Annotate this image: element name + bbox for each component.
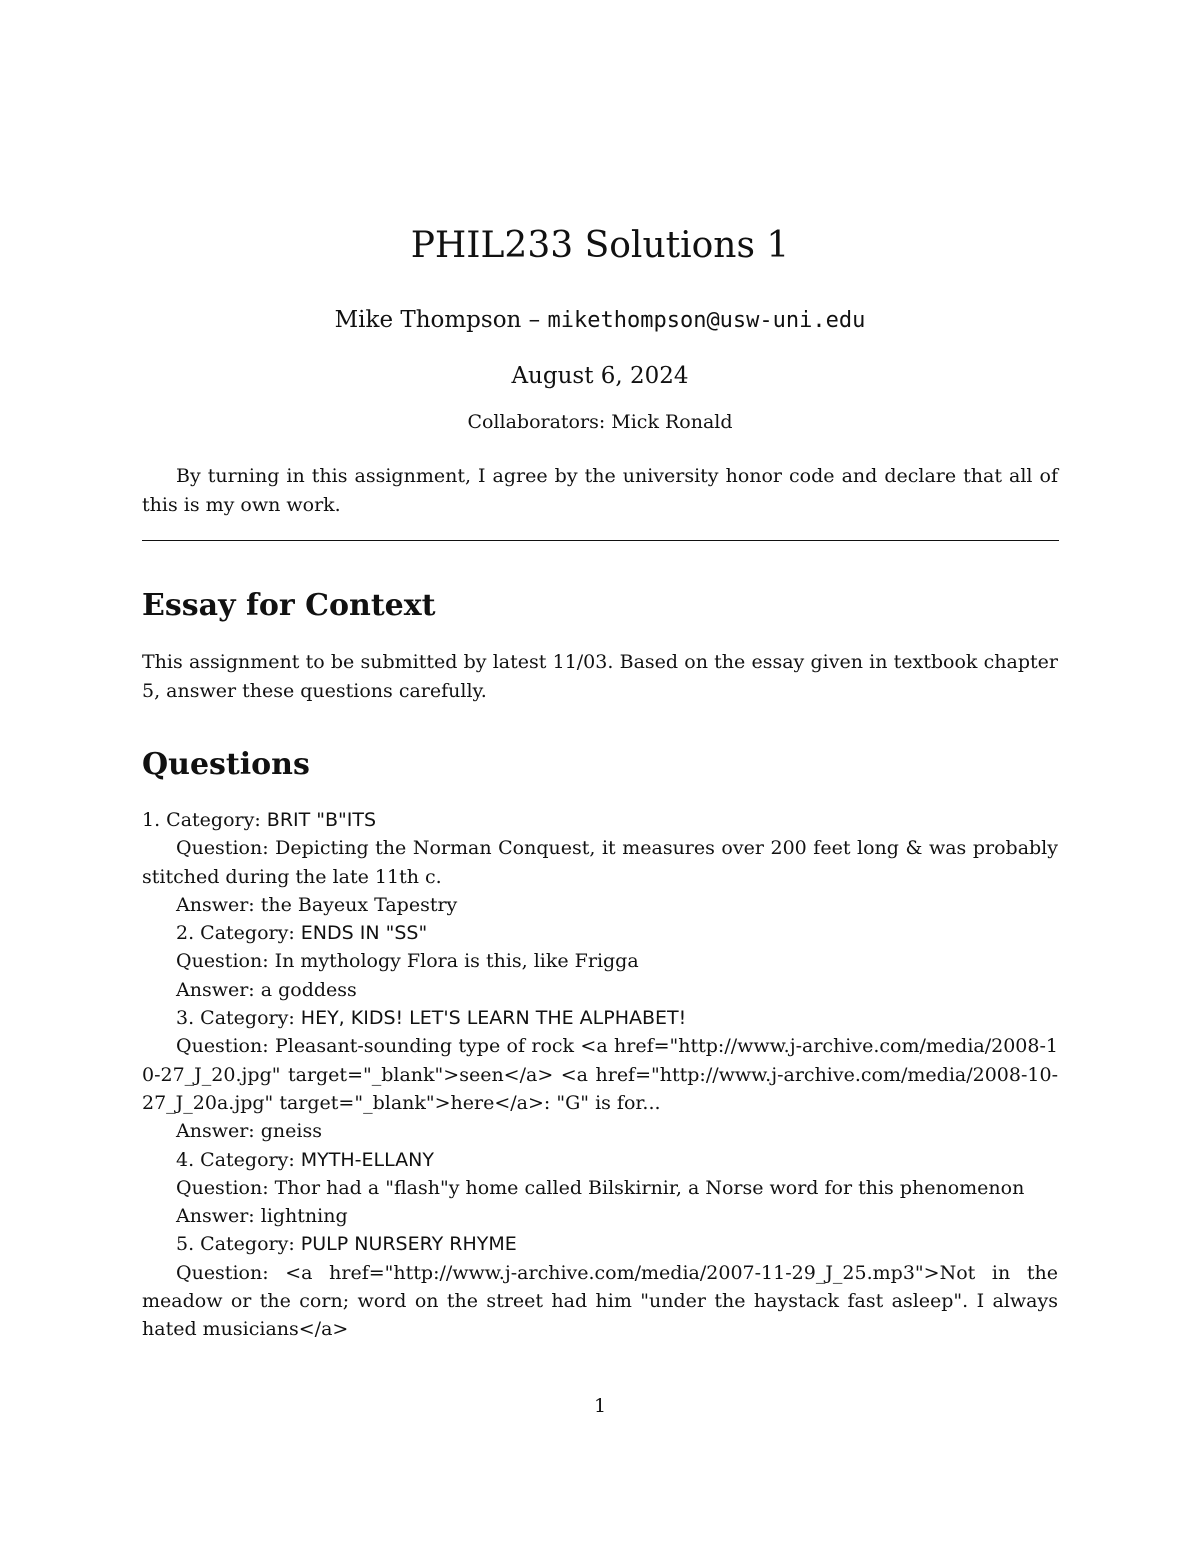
question-category-line xyxy=(142,919,1058,947)
category-prefix: 5. Category: xyxy=(176,1233,301,1256)
question-text: Question: Pleasant-sounding type of rock <a href="http://www.j-archive.com/media/2008-10-27_J_20.jpg" target="_blank">seen</a> <a href="http://www.j-archive.com/media/2008-10-27_J_20a.jpg" target="_blank">here</a>: "G" is for... xyxy=(142,1035,1058,1114)
category-prefix: 2. Category: xyxy=(176,922,301,945)
document-title: PHIL233 Solutions 1 xyxy=(410,225,790,266)
horizontal-rule xyxy=(142,540,1059,541)
essay-text: This assignment to be submitted by latest 11/03. Based on the essay given in textbook chapter 5, answer these questions carefully. xyxy=(142,651,1058,702)
essay-heading: Essay for Context xyxy=(142,588,436,623)
category-name: PULP NURSERY RHYME xyxy=(300,1233,517,1256)
question-text: Question: <a href="http://www.j-archive.com/media/2007-11-29_J_25.mp3">Not in the meadow or the corn; word on the street had him "under the haystack fast asleep". I always hated musicians</a> xyxy=(142,1261,1058,1341)
category-name: ENDS IN "SS" xyxy=(300,922,428,945)
question-category-line xyxy=(142,806,1058,834)
category-prefix: 1. Category: xyxy=(142,809,267,831)
answer-text: Answer: the Bayeux Tapestry xyxy=(176,893,458,916)
category-name: BRIT "B"ITS xyxy=(266,809,377,831)
category-name: MYTH-ELLANY xyxy=(300,1148,434,1171)
category-prefix: 4. Category: xyxy=(176,1148,301,1171)
author-name: Mike Thompson xyxy=(334,307,522,333)
answer-text: Answer: gneiss xyxy=(176,1120,322,1143)
document-date: August 6, 2024 xyxy=(511,363,689,389)
author-email: mikethompson@usw-uni.edu xyxy=(547,308,866,333)
category-name: HEY, KIDS! LET'S LEARN THE ALPHABET! xyxy=(300,1007,687,1030)
category-prefix: 3. Category: xyxy=(176,1007,301,1030)
author-separator: – xyxy=(521,307,548,333)
question-text: Question: Thor had a "flash"y home called Bilskirnir, a Norse word for this phenomenon xyxy=(176,1176,1025,1199)
question-text: Question: In mythology Flora is this, like Frigga xyxy=(176,950,639,973)
collaborators: Collaborators: Mick Ronald xyxy=(467,411,733,433)
question-category-line xyxy=(142,1146,1058,1174)
answer-text: Answer: a goddess xyxy=(176,978,357,1001)
honor-statement: By turning in this assignment, I agree by the university honor code and declare that all of this is my own work. xyxy=(142,465,1058,516)
question-category-line xyxy=(142,1230,1058,1258)
answer-text: Answer: lightning xyxy=(176,1205,348,1228)
page-number: 1 xyxy=(593,1395,607,1417)
author-line xyxy=(0,305,1200,336)
question-text: Question: Depicting the Norman Conquest, it measures over 200 feet long & was probably stitched during the late 11th c. xyxy=(142,837,1058,888)
questions-heading: Questions xyxy=(142,747,310,782)
question-category-line xyxy=(142,1004,1058,1032)
questions-list xyxy=(142,806,1058,1344)
